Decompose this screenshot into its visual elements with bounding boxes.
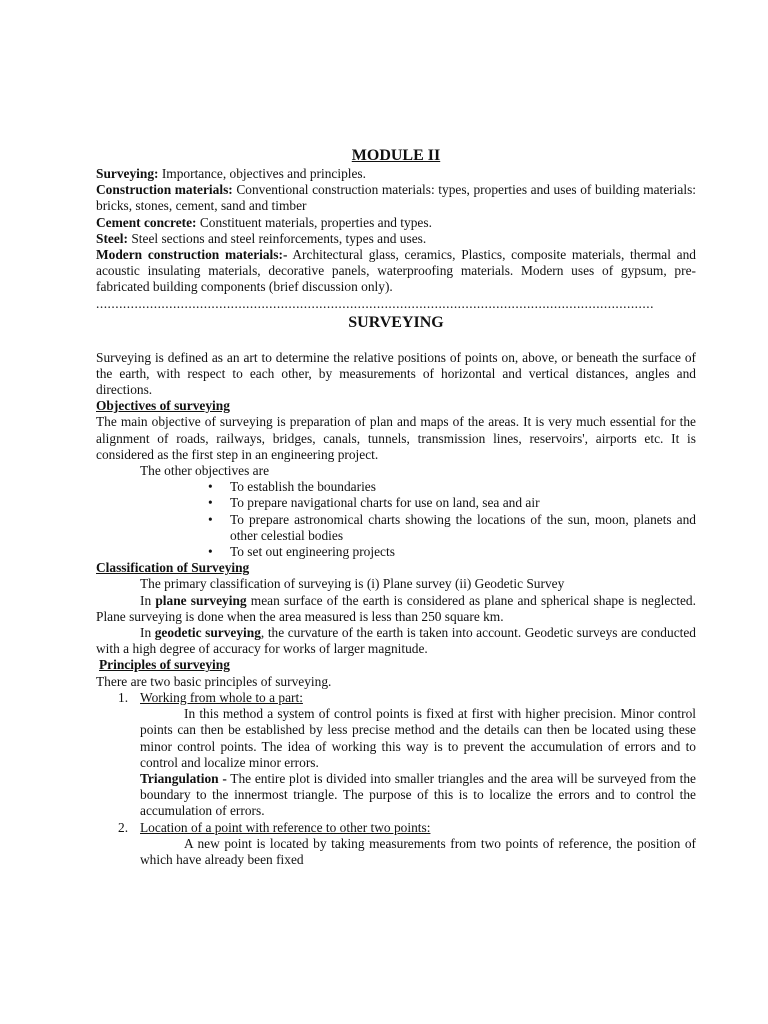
list-item-text: To prepare navigational charts for use on land, sea and air: [230, 495, 540, 511]
plane-prefix: In: [140, 592, 156, 608]
principle-2: [96, 820, 696, 836]
plane-text: mean surface of the earth is considered as plane and spherical shape is neglected. Plane surveying is done when the area measured is less than 250 square km.: [96, 592, 696, 624]
classification-heading: Classification of Surveying: [96, 560, 250, 576]
bullet-icon: •: [208, 495, 213, 511]
geodetic-text: , the curvature of the earth is taken into account. Geodetic surveys are conducted with a high degree of accuracy for works of larger magnitude.: [96, 625, 696, 657]
bullet-icon: •: [208, 544, 213, 560]
triangulation-term: Triangulation -: [140, 770, 227, 786]
principle-1-body: [96, 706, 696, 819]
geodetic-surveying-paragraph: [96, 625, 696, 657]
syllabus-label: Modern construction materials:-: [96, 247, 288, 263]
list-item-text: To prepare astronomical charts showing the locations of the sun, moon, planets and other celestial bodies: [230, 511, 696, 543]
list-item: [208, 479, 696, 495]
triangulation-paragraph: [140, 771, 696, 820]
principle-1: [96, 690, 696, 706]
syllabus-text: Conventional construction materials: types, properties and uses of building materials: bricks, stones, cement, sand and timber: [96, 182, 696, 214]
principle-title: Working from whole to a part:: [140, 689, 303, 705]
syllabus-label: Construction materials:: [96, 182, 233, 198]
list-item-text: To set out engineering projects: [230, 544, 395, 560]
triangulation-text: The entire plot is divided into smaller triangles and the area will be surveyed from the boundary to the innermost triangle. The purpose of this is to localize the errors and to control the accumulation of errors.: [140, 770, 696, 819]
principle-2-body: [96, 836, 696, 868]
bullet-icon: •: [208, 479, 213, 495]
geodetic-prefix: In: [140, 625, 155, 641]
principles-intro: There are two basic principles of surveying.: [96, 673, 332, 689]
principles-heading: Principles of surveying: [99, 657, 230, 673]
definition-paragraph: Surveying is defined as an art to determine the relative positions of points on, above, or beneath the surface of the earth, with respect to each other, by measurements of horizontal and vertical distances, angles and directions.: [96, 349, 696, 398]
list-item: [208, 544, 696, 560]
other-objectives-label: The other objectives are: [140, 463, 270, 479]
principle-1-text: In this method a system of control points is fixed at first with higher precision. Minor control points can then be established by less precise method and the details can then be located using these minor control points. The idea of working this way is to prevent the accumulation of errors and to control and localize minor errors.: [140, 706, 696, 770]
plane-surveying-paragraph: [96, 593, 696, 625]
syllabus-text: Steel sections and steel reinforcements, types and uses.: [127, 230, 427, 246]
syllabus-item: [96, 231, 696, 247]
section-title: SURVEYING: [348, 313, 444, 331]
syllabus-item: [96, 182, 696, 214]
objectives-heading: Objectives of surveying: [96, 398, 230, 414]
plane-term: plane surveying: [155, 592, 247, 608]
syllabus-label: Cement concrete:: [96, 214, 197, 230]
principle-title: Location of a point with reference to other two points:: [140, 819, 431, 835]
objectives-list: [96, 479, 696, 560]
list-item: [208, 512, 696, 544]
bullet-icon: •: [208, 511, 213, 527]
syllabus: [96, 166, 696, 296]
dotted-separator: .................................................................................................................................................: [96, 296, 654, 311]
principle-number: 1.: [118, 689, 129, 705]
syllabus-text: Importance, objectives and principles.: [158, 166, 366, 181]
module-header: [96, 146, 696, 166]
list-item: [208, 495, 696, 511]
module-title: MODULE II: [351, 147, 441, 164]
principle-number: 2.: [118, 819, 129, 835]
syllabus-label: Steel:: [96, 230, 128, 246]
objectives-intro: The main objective of surveying is preparation of plan and maps of the areas. It is very much essential for the alignment of roads, railways, bridges, canals, tunnels, transmission lines, reservoirs', airports etc. It is considered as the first step in an engineering project.: [96, 414, 696, 462]
classification-primary: The primary classification of surveying is (i) Plane survey (ii) Geodetic Survey: [140, 576, 565, 592]
geodetic-term: geodetic surveying: [154, 625, 261, 641]
syllabus-label: Surveying:: [96, 166, 159, 181]
syllabus-item: [96, 166, 696, 182]
principle-2-text: A new point is located by taking measurements from two points of reference, the position of which have already been fixed: [140, 835, 696, 867]
syllabus-text: Architectural glass, ceramics, Plastics, composite materials, thermal and acoustic insulating materials, decorative panels, waterproofing materials. Modern uses of gypsum, pre-fabricated building components (brief discussion only).: [96, 247, 696, 295]
syllabus-text: Constituent materials, properties and types.: [196, 214, 432, 230]
syllabus-item: [96, 247, 696, 296]
syllabus-item: [96, 215, 696, 231]
list-item-text: To establish the boundaries: [230, 479, 376, 495]
document-page: [96, 146, 696, 868]
